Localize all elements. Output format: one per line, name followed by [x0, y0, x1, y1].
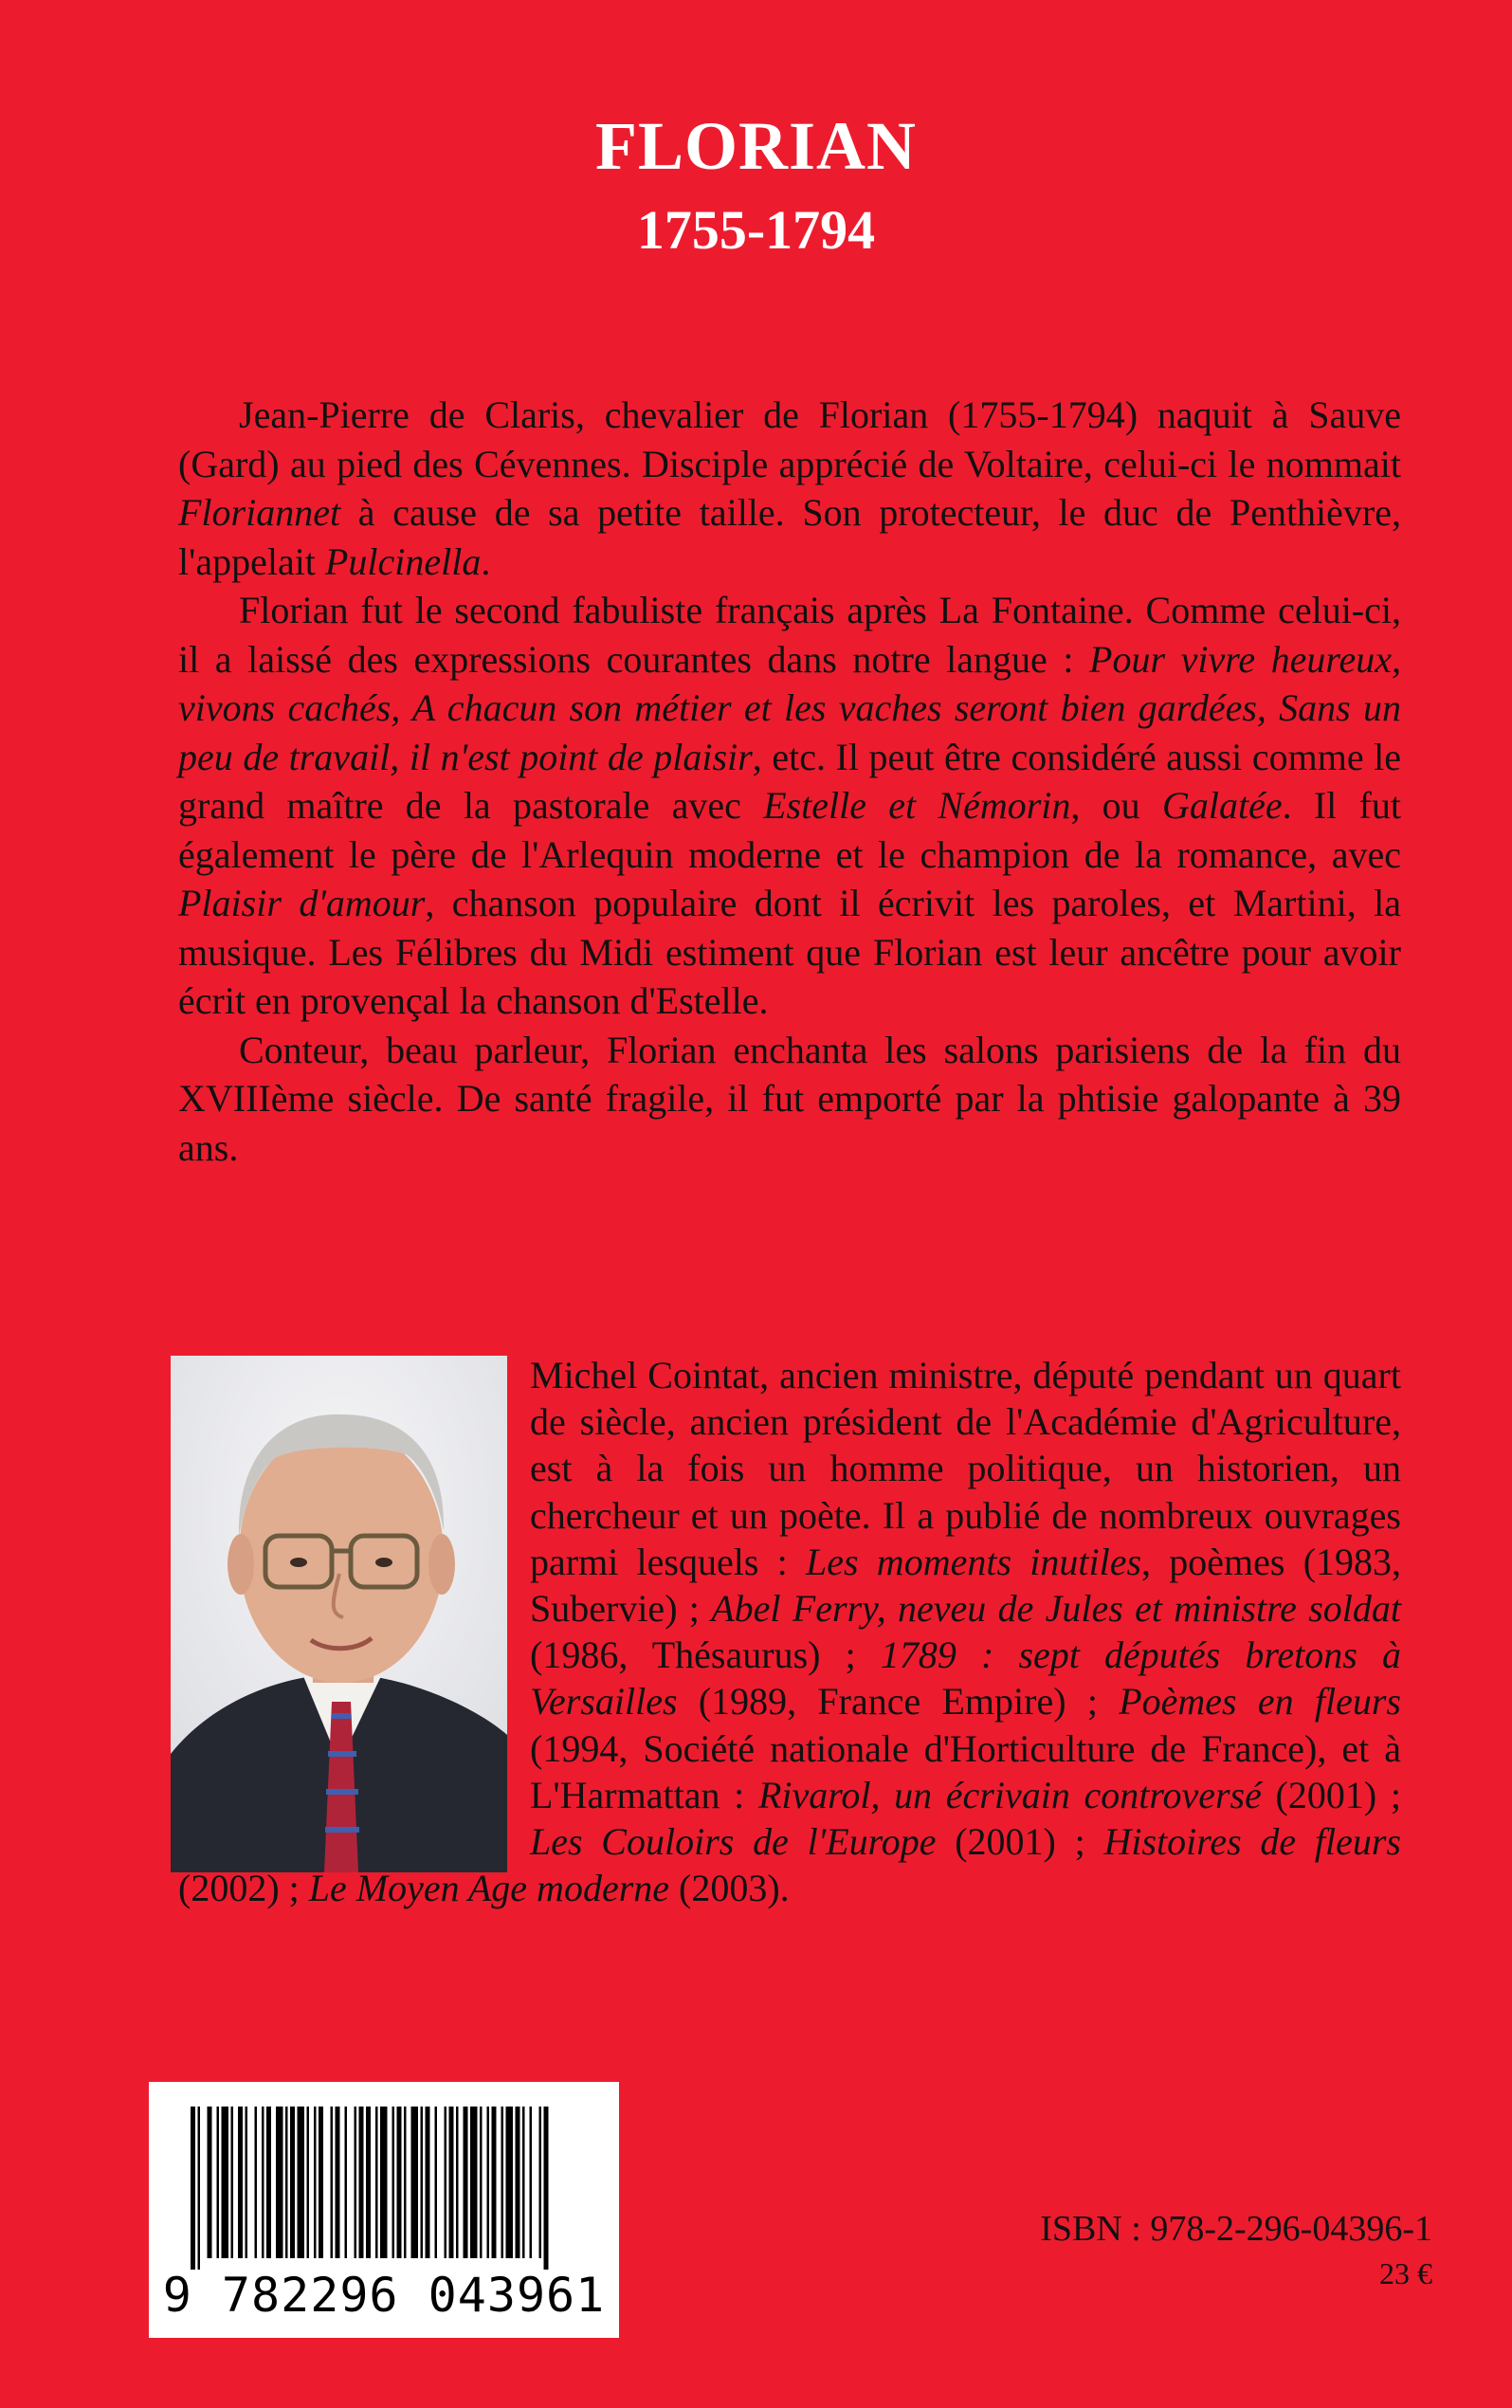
text-run: , ou: [1070, 784, 1162, 827]
italic-title: Pulcinella: [324, 539, 482, 583]
isbn: ISBN : 978-2-296-04396-1: [1040, 2209, 1432, 2249]
italic-title: 1789 : sept députés bretons à Versailles: [530, 1633, 1401, 1724]
barcode-bar: [380, 2107, 388, 2258]
barcode-bar: [421, 2107, 424, 2258]
italic-title: Histoires de fleurs: [1103, 1820, 1401, 1864]
barcode-bar: [501, 2107, 504, 2258]
barcode-bar: [191, 2107, 195, 2270]
italic-title: Pour vivre heureux, vivons cachés, A chacun son métier et les vaches seront bien gardées, Sans un peu de travail, il n'est point de plaisir: [178, 637, 1401, 778]
barcode: [149, 2082, 619, 2338]
barcode-bar: [298, 2107, 305, 2258]
barcode-bar: [238, 2107, 243, 2258]
text-run: (1989, France Empire) ;: [677, 1680, 1120, 1724]
barcode-bar: [208, 2107, 212, 2258]
italic-title: Floriannet: [178, 491, 341, 534]
barcode-bar: [435, 2107, 438, 2258]
book-title: FLORIAN: [594, 108, 917, 184]
text-run: .: [481, 539, 491, 583]
text-run: Michel Cointat, ancien ministre, député pendant un quart de siècle, ancien président de l'Académie d'Agriculture, est à la fois un homme politique, un historien, un chercheur et un poète. Il a publié de nombreux ouvrages parmi lesquels :: [530, 1354, 1401, 1583]
barcode-bar: [375, 2107, 378, 2258]
barcode-bar: [404, 2107, 407, 2258]
barcode-bar: [231, 2107, 234, 2258]
barcode-bar: [397, 2107, 402, 2258]
text-run: à cause de sa petite taille. Son protecteur, le duc de Penthièvre, l'appelait: [178, 491, 1401, 583]
barcode-bar: [359, 2107, 364, 2258]
text-run: (1994, Société nationale d'Horticulture de France), et à L'Harmattan :: [530, 1726, 1401, 1816]
barcode-bar: [290, 2107, 295, 2258]
barcode-bar: [480, 2107, 483, 2258]
italic-title: Le Moyen Age moderne: [308, 1867, 670, 1910]
italic-title: Plaisir d'amour: [178, 882, 426, 924]
barcode-bar: [345, 2107, 348, 2258]
bio-paragraph-2: [178, 586, 1401, 1026]
barcode-bar: [411, 2107, 419, 2258]
barcode-bar: [198, 2107, 201, 2270]
italic-title: Les moments inutiles: [806, 1540, 1142, 1583]
italic-title: Abel Ferry, neveu de Jules et ministre soldat: [711, 1587, 1401, 1631]
barcode-bar: [222, 2107, 229, 2258]
bio-paragraph-3: [178, 1026, 1401, 1173]
barcode-bar: [487, 2107, 490, 2258]
text-run: (2003).: [669, 1867, 790, 1910]
barcode-bar: [522, 2107, 525, 2258]
barcode-bar: [217, 2107, 220, 2258]
text-run: , etc. Il peut être considéré aussi comme le grand maître de la pastorale avec: [178, 735, 1401, 827]
barcode-bar: [307, 2107, 310, 2258]
barcode-bar: [449, 2107, 454, 2258]
barcode-bar: [336, 2107, 340, 2258]
price: 23 €: [1379, 2256, 1432, 2290]
author-bio: [178, 1352, 1401, 1911]
text-run: Florian fut le second fabuliste français après La Fontaine. Comme celui-ci, il a laissé des expressions courantes dans notre langue :: [178, 589, 1401, 681]
barcode-bar: [276, 2107, 283, 2258]
barcode-bars: [149, 2082, 619, 2271]
barcode-bar: [355, 2107, 357, 2258]
book-dates: 1755-1794: [636, 199, 876, 261]
barcode-bar: [319, 2107, 323, 2258]
barcode-bar: [331, 2107, 334, 2258]
barcode-bar: [392, 2107, 395, 2258]
barcode-bar: [456, 2107, 459, 2258]
italic-title: Estelle et Némorin: [763, 784, 1071, 827]
barcode-bar: [506, 2107, 514, 2258]
italic-title: Galatée: [1161, 784, 1283, 827]
text-run: , chanson populaire dont il écrivit les paroles, et Martini, la musique. Les Félibres du Midi estiment que Florian est leur ancêtre pour avoir écrit en provençal la chanson d'Estelle.: [178, 882, 1401, 1022]
barcode-bar: [544, 2107, 549, 2270]
italic-title: Poèmes en fleurs: [1119, 1680, 1401, 1724]
barcode-bar: [285, 2107, 288, 2258]
italic-title: Les Couloirs de l'Europe: [530, 1820, 937, 1864]
barcode-bar: [426, 2107, 430, 2258]
barcode-bar: [255, 2107, 258, 2258]
barcode-bar: [464, 2107, 468, 2258]
bio-paragraph-1: [178, 391, 1401, 586]
barcode-bar: [445, 2107, 447, 2258]
text-run: , poèmes (1983, Subervie) ;: [530, 1540, 1402, 1631]
barcode-bar: [492, 2107, 497, 2258]
text-run: . Il fut également le père de l'Arlequin moderne et le champion de la romance, avec: [178, 784, 1401, 876]
barcode-digits: 9 782296 043961: [162, 2268, 606, 2323]
barcode-bar: [516, 2107, 520, 2258]
barcode-bar: [262, 2107, 264, 2258]
text-run: Jean-Pierre de Claris, chevalier de Florian (1755-1794) naquit à Sauve (Gard) au pied des Cévennes. Disciple apprécié de Voltaire, celui-ci le nommait: [178, 393, 1401, 485]
text-run: (1986, Thésaurus) ;: [530, 1633, 881, 1677]
barcode-bar: [314, 2107, 317, 2258]
biography: [178, 391, 1401, 1172]
portrait-spacer: [178, 1352, 530, 1864]
text-run: Conteur, beau parleur, Florian enchanta les salons parisiens de la fin du XVIIIème siècle. De santé fragile, il fut emporté par la phtisie galopante à 39 ans.: [178, 1028, 1401, 1169]
barcode-bar: [366, 2107, 371, 2258]
italic-title: Rivarol, un écrivain controversé: [757, 1773, 1262, 1816]
barcode-bar: [246, 2107, 248, 2258]
text-run: (2001) ;: [936, 1820, 1104, 1864]
text-run: (2001) ;: [1261, 1773, 1401, 1816]
barcode-bar: [539, 2107, 542, 2258]
barcode-bar: [470, 2107, 478, 2258]
text-run: (2002) ;: [178, 1867, 309, 1910]
barcode-bar: [266, 2107, 271, 2258]
barcode-bar: [530, 2107, 533, 2258]
